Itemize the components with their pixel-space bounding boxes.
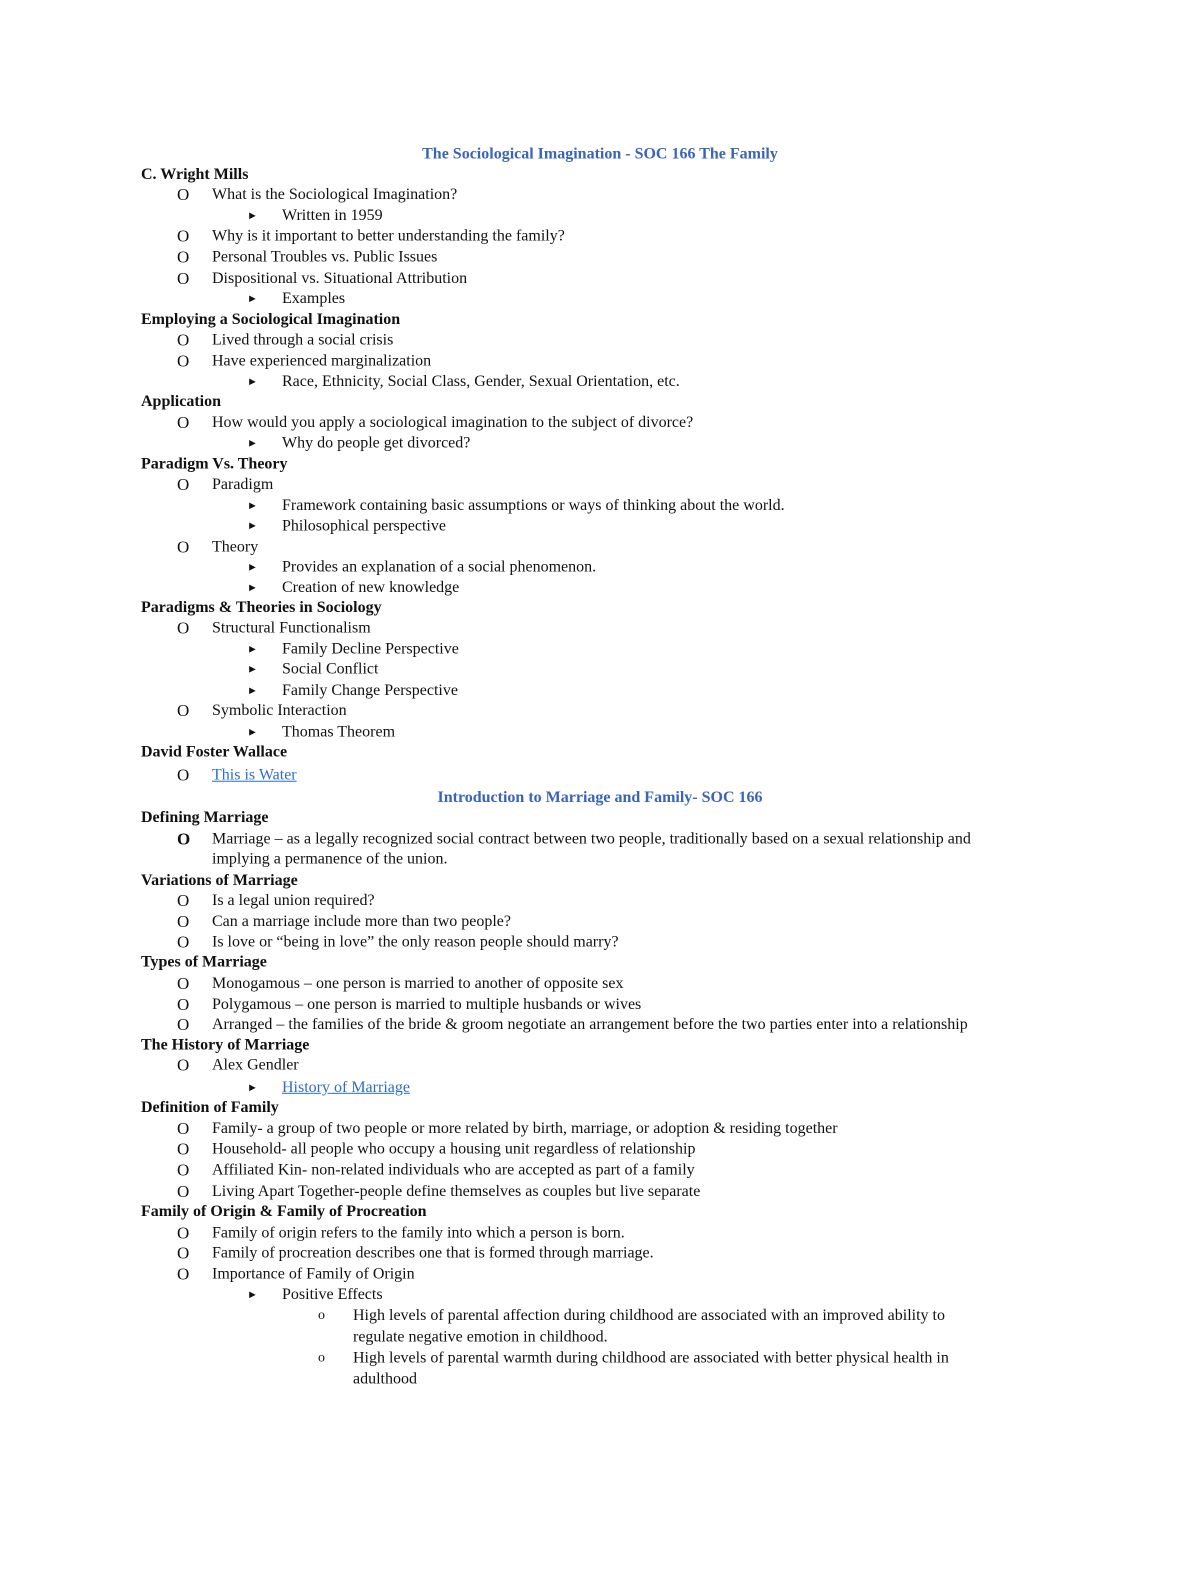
bullet-marker: o <box>318 1350 325 1366</box>
list-item-text: Importance of Family of Origin <box>212 1265 415 1283</box>
arrow-bullet-icon: ► <box>247 437 258 450</box>
list-item-text: Polygamous – one person is married to multiple husbands or wives <box>212 995 642 1014</box>
list-item-text: Dispositional vs. Situational Attribution <box>212 269 468 287</box>
list-item-text: What is the Sociological Imagination? <box>212 185 458 204</box>
bullet-marker: O <box>177 1181 190 1201</box>
list-item-text: Arranged – the families of the bride & groom negotiate an arrangement before the two parties enter into a relationship <box>212 1016 968 1034</box>
arrow-bullet-icon: ► <box>247 1081 258 1094</box>
arrow-bullet-icon: ► <box>247 561 258 574</box>
bullet-marker: O <box>177 973 190 993</box>
bullet-marker: O <box>177 413 190 433</box>
history-of-marriage-link[interactable]: History of Marriage <box>282 1078 410 1096</box>
list-item-text: Thomas Theorem <box>282 723 396 741</box>
list-item-text: Is a legal union required? <box>212 891 375 909</box>
this-is-water-link[interactable]: This is Water <box>212 766 297 784</box>
list-item-text: Living Apart Together-people define themselves as couples but live separate <box>212 1182 701 1200</box>
bullet-marker: O <box>177 247 190 267</box>
list-item-text: Creation of new knowledge <box>282 578 460 596</box>
bullet-marker: O <box>177 1139 190 1159</box>
section-heading: Definition of Family <box>141 1098 279 1117</box>
arrow-bullet-icon: ► <box>247 726 258 739</box>
arrow-bullet-icon: ► <box>247 684 258 697</box>
section-heading: Employing a Sociological Imagination <box>141 311 401 329</box>
list-item-text: Monogamous – one person is married to another of opposite sex <box>212 974 624 992</box>
section-heading: Paradigms & Theories in Sociology <box>141 598 382 617</box>
bullet-marker: O <box>177 1243 190 1263</box>
list-item-text: Positive Effects <box>282 1285 383 1303</box>
list-item-text: Have experienced marginalization <box>212 352 432 370</box>
list-item-text: Social Conflict <box>282 660 379 678</box>
arrow-bullet-icon: ► <box>247 663 258 676</box>
list-item-text: Examples <box>282 289 346 308</box>
bullet-marker: O <box>177 994 190 1015</box>
arrow-bullet-icon: ► <box>247 643 258 656</box>
list-item-text: Alex Gendler <box>212 1056 299 1074</box>
bullet-marker: O <box>177 618 190 638</box>
list-item-text: Household- all people who occupy a housing unit regardless of relationship <box>212 1140 696 1158</box>
section-heading: C. Wright Mills <box>141 165 249 183</box>
arrow-bullet-icon: ► <box>247 210 258 223</box>
bullet-marker: O <box>177 537 190 557</box>
bullet-marker: O <box>177 351 190 371</box>
list-item-text: Provides an explanation of a social phenomenon. <box>282 558 597 576</box>
bullet-marker: O <box>177 1119 190 1139</box>
list-item-text-continued: adulthood <box>353 1370 417 1388</box>
list-item-text: Race, Ethnicity, Social Class, Gender, Sexual Orientation, etc. <box>282 372 680 390</box>
section-heading: David Foster Wallace <box>141 743 288 761</box>
bullet-marker: O <box>177 912 190 932</box>
list-item-text: Philosophical perspective <box>282 517 446 535</box>
arrow-bullet-icon: ► <box>247 520 258 533</box>
list-item-text: Family Change Perspective <box>282 681 458 699</box>
list-item-text: Is love or “being in love” the only reason people should marry? <box>212 933 619 951</box>
list-item-text: High levels of parental affection during childhood are associated with an improved ability to <box>353 1306 945 1325</box>
list-item-text-continued: implying a permanence of the union. <box>212 850 448 868</box>
section-title: Introduction to Marriage and Family- SOC 166 <box>437 788 763 806</box>
list-item-text: Why do people get divorced? <box>282 434 471 452</box>
list-item-text: Theory <box>212 538 259 556</box>
list-item-text: Symbolic Interaction <box>212 701 347 720</box>
section-heading: The History of Marriage <box>141 1036 310 1054</box>
section-heading: Family of Origin & Family of Procreation <box>141 1202 427 1221</box>
section-heading: Variations of Marriage <box>141 871 298 889</box>
bullet-marker: O <box>177 890 190 911</box>
bullet-marker: O <box>177 829 191 849</box>
list-item-text: Personal Troubles vs. Public Issues <box>212 248 438 266</box>
bullet-marker: O <box>177 932 190 952</box>
arrow-bullet-icon: ► <box>247 499 258 513</box>
bullet-marker: O <box>177 184 190 205</box>
list-item-text: Family of procreation describes one that is formed through marriage. <box>212 1244 654 1262</box>
section-heading: Application <box>141 392 222 411</box>
bullet-marker: o <box>318 1307 325 1324</box>
bullet-marker: O <box>177 226 190 246</box>
list-item-text: How would you apply a sociological imagination to the subject of divorce? <box>212 414 694 432</box>
arrow-bullet-icon: ► <box>247 581 258 594</box>
list-item-text: Family- a group of two people or more related by birth, marriage, or adoption & residing together <box>212 1120 838 1138</box>
section-heading: Paradigm Vs. Theory <box>141 455 288 473</box>
bullet-marker: O <box>177 268 190 288</box>
section-heading: Types of Marriage <box>141 953 267 971</box>
bullet-marker: O <box>177 1055 190 1075</box>
list-item-text: Framework containing basic assumptions or ways of thinking about the world. <box>282 496 785 515</box>
arrow-bullet-icon: ► <box>247 375 258 388</box>
arrow-bullet-icon: ► <box>247 292 258 306</box>
list-item-text: Structural Functionalism <box>212 619 371 637</box>
bullet-marker: O <box>177 1264 190 1284</box>
bullet-marker: O <box>177 765 190 785</box>
bullet-marker: O <box>177 1160 190 1180</box>
bullet-marker: O <box>177 700 190 721</box>
list-item-text: Why is it important to better understanding the family? <box>212 227 565 245</box>
list-item-text: Lived through a social crisis <box>212 331 394 349</box>
section-title: The Sociological Imagination - SOC 166 The Family <box>422 145 778 163</box>
bullet-marker: O <box>177 330 190 350</box>
section-heading: Defining Marriage <box>141 809 269 827</box>
list-item-text: Family of origin refers to the family into which a person is born. <box>212 1224 625 1242</box>
list-item-text: Paradigm <box>212 475 274 493</box>
list-item-text-continued: regulate negative emotion in childhood. <box>353 1328 608 1346</box>
list-item-text: Family Decline Perspective <box>282 640 459 658</box>
list-item-text: Written in 1959 <box>282 207 383 225</box>
list-item-text: Marriage – as a legally recognized social contract between two people, traditionally based on a sexual relationship and <box>212 830 971 848</box>
list-item-text: Affiliated Kin- non-related individuals who are accepted as part of a family <box>212 1161 695 1179</box>
bullet-marker: O <box>177 474 190 494</box>
bullet-marker: O <box>177 1223 190 1243</box>
list-item-text: High levels of parental warmth during childhood are associated with better physical health in <box>353 1349 949 1367</box>
bullet-marker: O <box>177 1015 190 1035</box>
list-item-text: Can a marriage include more than two people? <box>212 913 511 931</box>
arrow-bullet-icon: ► <box>247 1288 258 1301</box>
